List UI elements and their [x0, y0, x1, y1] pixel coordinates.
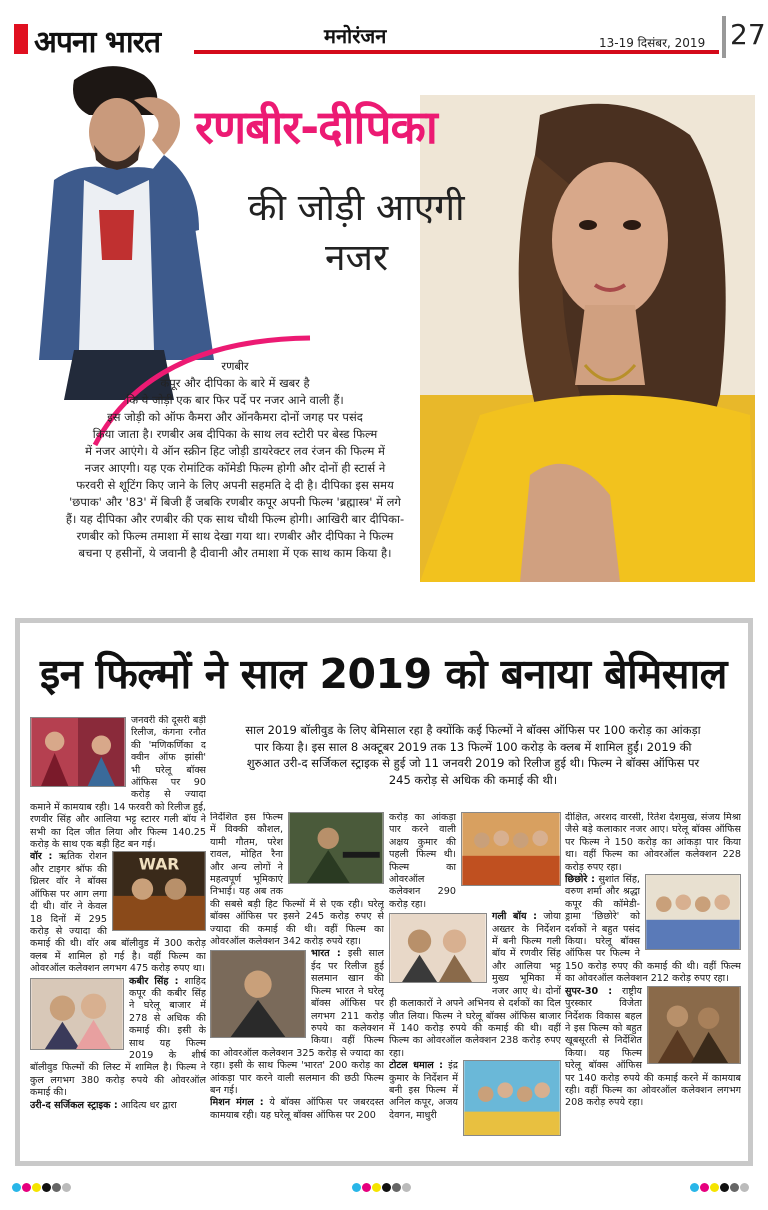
kabir-heading: कबीर सिंह : — [129, 975, 179, 987]
reg-dot — [392, 1183, 401, 1192]
mission-mangal-heading: मिशन मंगल : — [210, 1097, 264, 1109]
article-column-3 — [389, 812, 561, 1157]
reg-dot — [382, 1183, 391, 1192]
newspaper-logo: अपना भारत — [34, 25, 161, 60]
lead-line: इस जोड़ी को ऑफ कैमरा और ऑनकैमरा दोनों जगह पर पसंद — [107, 410, 363, 424]
reg-dot — [710, 1183, 719, 1192]
bharat-poster — [210, 950, 306, 1038]
chhichhore-text: सुशांत सिंह, वरुण शर्मा और श्रद्धा कपूर की कॉमेडी-ड्रामा 'छिछोरे' को दर्शकों ने बहुत पसंद किया। घरेलू बॉक्स ऑफिस पर फिल्म ने 150 करोड़ रुपए की कमाई की थी। वहीं फिल्म का ओवरऑल कलेक्शन 212 करोड़ रुपए रहा। — [565, 874, 741, 985]
uri-poster — [288, 812, 384, 884]
uri-text-cont: निर्देशित इस फिल्म में विक्की कौशल, यामी गौतम, परेश रावल, मोहित रैना और अन्य लोगों ने महत्वपूर्ण भूमिकाएं निभाई। यह अब तक की सबसे बड़ी हिट फिल्मों में से एक रही। घरेलू बॉक्स ऑफिस पर इसने 245 करोड़ रुपए से ज्यादा की कमाई की थी। वहीं फिल्म का ओवरऑल कलेक्शन 342 करोड़ रुपये रहा। — [210, 812, 384, 948]
kabir-text: शाहिद कपूर की कबीर सिंह ने घरेलू बाजार में 278 से अधिक की कमाई की। इसी के साथ यह फिल्म 2019 के शीर्ष बॉलीवुड फिल्मों की लिस्ट में शामिल है। फिल्म ने कुल लगभग 380 करोड़ रुपये की ओवरऑल कमाई की। — [30, 975, 206, 1099]
manikarnika-poster — [30, 717, 126, 787]
reg-dot — [730, 1183, 739, 1192]
lead-line: नजर आएगी। यह एक रोमांटिक कॉमेडी फिल्म होगी और दोनों ही स्टार्स ने — [84, 461, 386, 475]
total-dhamaal-heading: टोटल धमाल : — [389, 1060, 444, 1072]
super-30-poster — [647, 986, 741, 1064]
reg-dot — [362, 1183, 371, 1192]
bharat-text: इसी साल ईद पर रिलीज हुई सलमान खान की फिल्म भारत ने घरेलू बॉक्स ऑफिस पर लगभग 211 करोड़ रुपये का कलेक्शन किया। वहीं फिल्म का ओवरऑल कलेक्शन 325 करोड़ से ज्यादा का रहा। इसी के साथ फिल्म 'भारत' 200 करोड़ का आंकड़ा पार करने वाली सलमान की छठी फिल्म बन गई। — [210, 948, 384, 1096]
bharat-heading: भारत : — [311, 948, 341, 960]
uri-text: आदित्य धर द्वारा — [120, 1099, 177, 1111]
reg-dot — [690, 1183, 699, 1192]
mission-mangal-poster — [461, 812, 561, 886]
feature-lead-text — [40, 358, 430, 562]
article-column-1 — [30, 715, 206, 1160]
lead-line: किया जाता है। रणबीर अब दीपिका के साथ लव स्टोरी पर बेस्ड फिल्म — [92, 427, 378, 441]
films-intro: साल 2019 बॉलीवुड के लिए बेमिसाल रहा है क्योंकि कई फिल्मों ने बॉक्स ऑफिस पर 100 करोड़ का आंकड़ा पार किया है। इस साल 8 अक्टूबर 2019 तक 13 फिल्में 100 करोड़ के क्लब में शामिल हुईं। 2019 की शुरुआत उरी-द सर्जिकल स्ट्राइक से हुई जो 11 जनवरी 2019 को रिलीज हुई थी। फिल्म ने बॉक्स ऑफिस पर 245 करोड़ से अधिक की कमाई की थी। — [245, 723, 701, 787]
uri-heading: उरी-द सर्जिकल स्ट्राइक : — [30, 1099, 118, 1111]
lead-line: कपूर और दीपिका के बारे में खबर है — [160, 376, 310, 390]
total-dhamaal-text-cont: दीक्षित, अरशद वारसी, रितेश देशमुख, संजय मिश्रा जैसे बड़े कलाकार नजर आए। घरेलू बॉक्स ऑफिस पर फिल्म ने 150 करोड़ का आंकड़ा पार किया था। वहीं फिल्म का ओवरऑल कलेक्शन 228 करोड़ रुपए रहा। — [565, 812, 741, 873]
mission-mangal-text-cont: करोड़ का आंकड़ा पार करने वाली अक्षय कुमार की पहली फिल्म थी। फिल्म का ओवरऑल कलेक्शन 290 करोड़ रहा। — [389, 812, 456, 910]
gully-boy-text: जोया अख्तर के निर्देशन में बनी फिल्म गली बॉय में रणवीर सिंह और आलिया भट्ट मुख्य भूमिका में नजर आए थे। दोनों ही कलाकारों ने अपने अभिनय से दर्शकों का दिल जीत लिया। फिल्म ने घरेलू बॉक्स ऑफिस बाजार में 140 करोड़ रुपये की कमाई की थी। वहीं फिल्म का ओवरऑल कलेक्शन 238 करोड़ रुपए रहा। — [389, 911, 561, 1059]
reg-dot — [740, 1183, 749, 1192]
feature-headline: रणबीर-दीपिका — [195, 100, 437, 154]
total-dhamaal-text: इंद्र कुमार के निर्देशन में बनी इस फिल्म में अनिल कपूर, अजय देवगन, माधुरी — [389, 1060, 458, 1121]
lead-line: में नजर आएंगे। ये ऑन स्क्रीन हिट जोड़ी डायरेक्टर लव रंजन की फिल्म में — [85, 444, 385, 458]
reg-dot — [402, 1183, 411, 1192]
reg-dot — [22, 1183, 31, 1192]
super-30-heading: सुपर-30 : — [565, 985, 613, 997]
article-column-2 — [210, 812, 384, 1157]
manikarnika-text: जनवरी की दूसरी बड़ी रिलीज, कंगना रनौत की 'मणिकर्णिका द क्वीन ऑफ झांसी' भी घरेलू बॉक्स ऑफिस पर 90 करोड़ से ज्यादा कमाने में कामयाब रही। 14 फरवरी को रिलीज हुई, रणवीर सिंह और आलिया भट्ट स्टारर गली बॉय ने सभी का दिल जीत लिया और फिल्म 140.25 करोड़ के साथ एक बड़ी हिट बन गई। — [30, 715, 206, 851]
lead-line: हैं। यह दीपिका और रणबीर की एक साथ चौथी फिल्म होगी। आखिरी बार दीपिका- — [65, 512, 405, 526]
lead-line: कि ये जोड़ी एक बार फिर पर्दे पर नजर आने वाली हैं। — [126, 393, 344, 407]
issue-date: 13-19 दिसंबर, 2019 — [599, 36, 706, 50]
gully-boy-poster — [389, 913, 487, 983]
feature-subheadline-line-1: की जोड़ी आएगी — [248, 186, 465, 229]
logo-mark — [14, 24, 28, 54]
reg-dot — [372, 1183, 381, 1192]
reg-dot — [352, 1183, 361, 1192]
reg-dot — [42, 1183, 51, 1192]
reg-dot — [32, 1183, 41, 1192]
chhichhore-heading: छिछोरे : — [565, 874, 595, 886]
kabir-singh-poster — [30, 978, 124, 1050]
total-dhamaal-poster — [463, 1060, 561, 1136]
war-poster — [112, 851, 206, 931]
gully-boy-heading: गली बॉय : — [492, 911, 537, 923]
war-text: ऋतिक रोशन और टाइगर श्रॉफ की थ्रिलर वॉर ने बॉक्स ऑफिस पर आग लगा दी थी। वॉर ने केवल 18 दिनों में 295 करोड़ से ज्यादा की कमाई की थी। वॉर अब बॉलीवुड में 300 करोड़ क्लब में शामिल हो गई है। वहीं फिल्म का ओवरऑल कलेक्शन लगभग 475 करोड़ रुपए था। — [30, 851, 206, 975]
war-poster-title: WAR — [138, 856, 180, 875]
mission-mangal-text: ये बॉक्स ऑफिस पर जबरदस्त कामयाब रही। यह घरेलू बॉक्स ऑफिस पर 200 — [210, 1097, 384, 1121]
deepika-photo — [420, 95, 755, 582]
page-number: 27 — [730, 18, 766, 51]
footer-registration-marks — [0, 1183, 768, 1195]
chhichhore-poster — [645, 874, 741, 950]
section-title: मनोरंजन — [324, 24, 387, 48]
reg-dot — [12, 1183, 21, 1192]
war-heading: वॉर : — [30, 851, 53, 863]
page-divider — [722, 16, 726, 58]
lead-line: रणबीर — [221, 359, 249, 373]
lead-line: 'छपाक' और '83' में बिजी हैं जबकि रणबीर कपूर अपनी फिल्म 'ब्रह्मास्त्र' में लगे — [69, 495, 401, 509]
lead-line: रणबीर को फिल्म तमाशा में साथ देखा गया था। रणबीर और दीपिका ने फिल्म — [76, 529, 394, 543]
films-headline: इन फिल्मों ने साल 2019 को बनाया बेमिसाल — [40, 650, 727, 698]
reg-dot — [720, 1183, 729, 1192]
reg-dot — [52, 1183, 61, 1192]
feature-subheadline-line-2: नजर — [325, 236, 389, 279]
lead-line: फरवरी से शूटिंग किए जाने के लिए अपनी सहमति दे दी है। दीपिका इस समय — [76, 478, 394, 492]
reg-dot — [700, 1183, 709, 1192]
article-column-4 — [565, 812, 741, 1157]
super-30-text: राष्ट्रीय पुरस्कार विजेता निर्देशक विकास बहल ने इस फिल्म को बहुत खूबसूरती से निर्देशित किया। यह फिल्म घरेलू बॉक्स ऑफिस पर 140 करोड़ रुपये की कमाई करने में कामयाब रही। वहीं फिल्म का ओवरऑल कलेक्शन लगभग 208 करोड़ रुपये रहा। — [565, 985, 741, 1109]
lead-line: बचना ए हसीनों, ये जवानी है दीवानी और तमाशा में एक साथ काम किया है। — [78, 546, 392, 560]
masthead — [14, 10, 766, 60]
reg-dot — [62, 1183, 71, 1192]
